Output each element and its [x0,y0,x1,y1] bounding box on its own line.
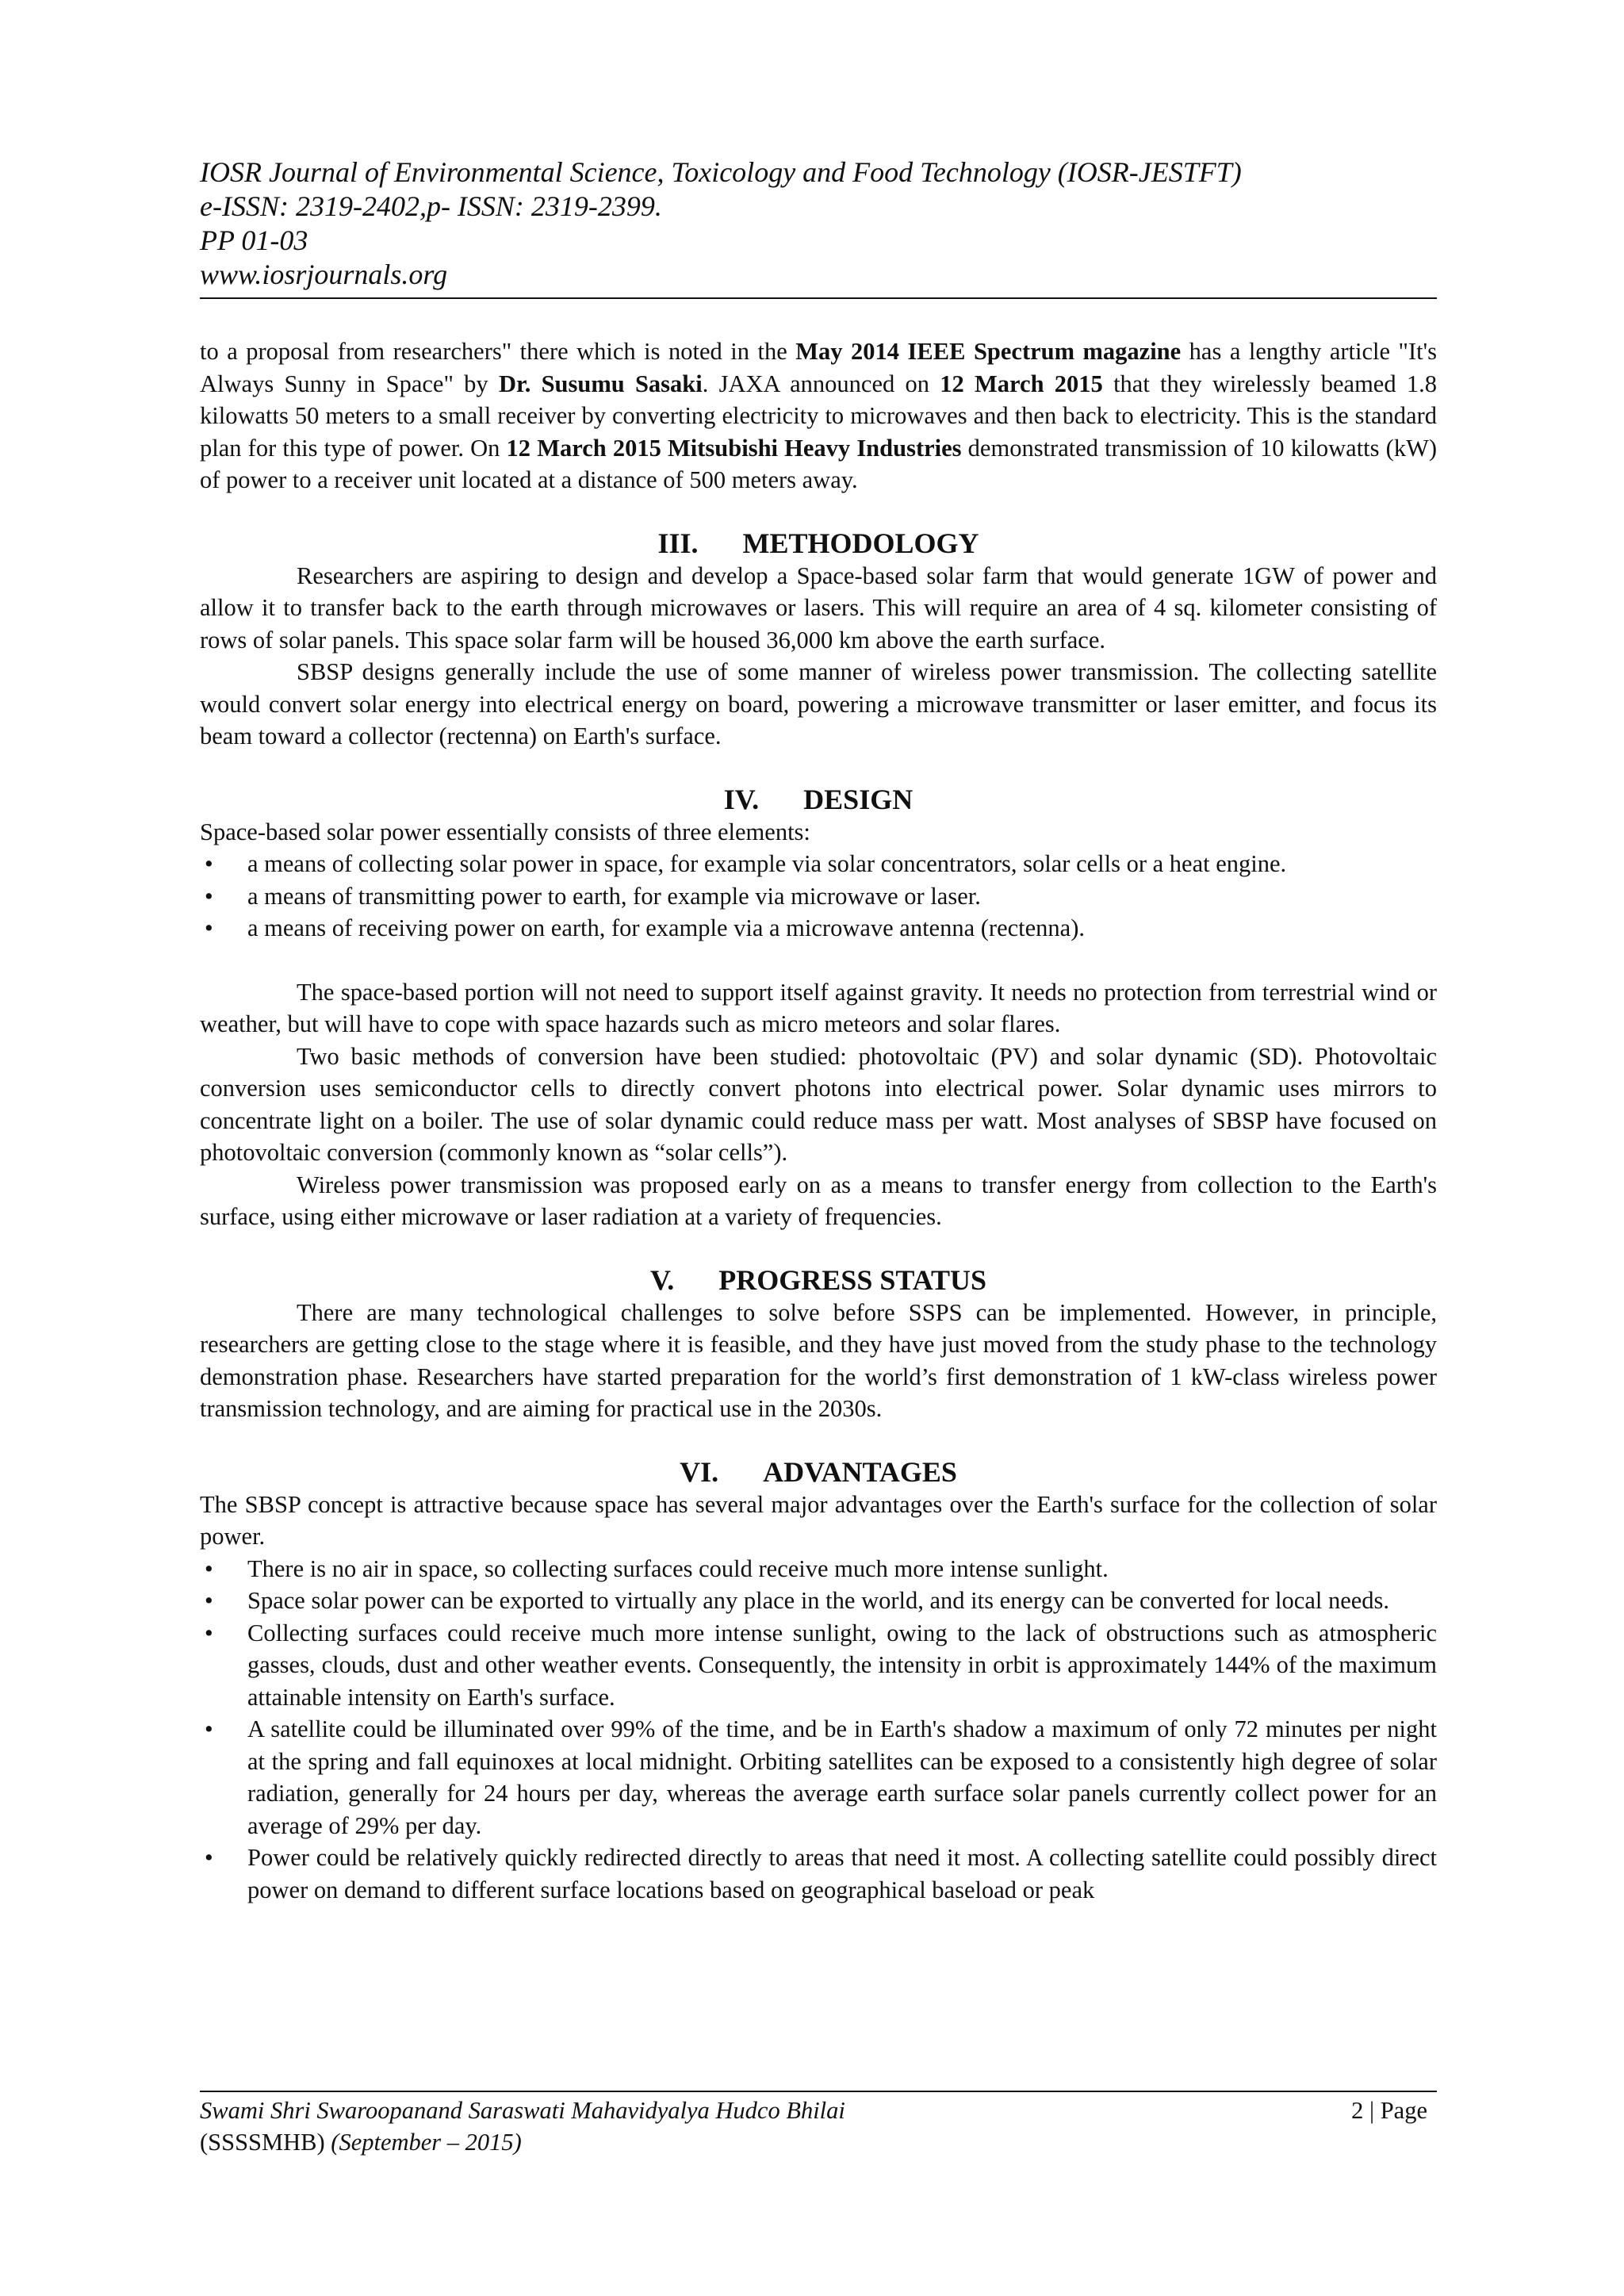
section-heading-progress [200,1264,1437,1297]
journal-website: www.iosrjournals.org [200,259,448,290]
journal-title: IOSR Journal of Environmental Science, Toxicology and Food Technology (IOSR-JESTFT) [200,156,1242,188]
methodology-paragraph-1: Researchers are aspiring to design and develop a Space-based solar farm that would generate 1GW of power and allow it to transfer back to the earth through microwaves or lasers. This will require an area of 4 sq. kilometer consisting of rows of solar panels. This space solar farm will be housed 36,000 km above the earth surface. [200,562,1437,654]
intro-text-3: . JAXA announced on [702,370,940,397]
design-intro: Space-based solar power essentially consists of three elements: [200,818,810,845]
methodology-paragraph-2: SBSP designs generally include the use of some manner of wireless power transmission. The collecting satellite would convert solar energy into electrical energy on board, powering a microwave transmitter or laser emitter, and focus its beam toward a collector (rectenna) on Earth's surface. [200,658,1437,749]
list-item: • a means of collecting solar power in space, for example via solar concentrators, solar cells or a heat engine. [200,848,1437,880]
footer-date: (September – 2015) [331,2129,522,2156]
list-item: • a means of receiving power on earth, for example via a microwave antenna (rectenna). [200,912,1437,945]
journal-pages: PP 01-03 [200,224,308,256]
section-number: V. [649,1263,675,1296]
list-item: • a means of transmitting power to earth, for example via microwave or laser. [200,880,1437,913]
page-footer [200,2095,1437,2158]
footer-institution: Swami Shri Swaroopanand Saraswati Mahavidyalya Hudco Bhilai [200,2097,845,2124]
journal-issn: e-ISSN: 2319-2402,p- ISSN: 2319-2399. [200,190,662,222]
design-paragraph-3: Wireless power transmission was proposed early on as a means to transfer energy from collection to the Earth's surface, using either microwave or laser radiation at a variety of frequencies. [200,1171,1437,1230]
list-item: • A satellite could be illuminated over 99% of the time, and be in Earth's shadow a maximum of only 72 minutes per night at the spring and fall equinoxes at local midnight. Orbiting satellites can be exposed to a consistently high degree of solar radiation, generally for 24 hours per day, whereas the average earth surface solar panels currently collect power for an average of 29% per day. [200,1713,1437,1842]
intro-bold-2: Dr. Susumu Sasaki [498,370,703,397]
intro-bold-3: 12 March 2015 [940,370,1103,397]
intro-bold-1: May 2014 IEEE Spectrum magazine [795,338,1182,365]
list-item: • Space solar power can be exported to virtually any place in the world, and its energy can be converted for local needs. [200,1585,1437,1617]
list-item: • Collecting surfaces could receive much more intense sunlight, owing to the lack of obstructions such as atmospheric gasses, clouds, dust and other weather events. Consequently, the intensity in orbit is approximately 144% of the maximum attainable intensity on Earth's surface. [200,1617,1437,1714]
footer-date-line [200,2126,1437,2158]
section-number: IV. [723,783,760,815]
progress-paragraph: There are many technological challenges to solve before SSPS can be implemented. However, in principle, researchers are getting close to the stage where it is feasible, and they have just moved from the study phase to the technology demonstration phase. Researchers have started preparation for the world’s first demonstration of 1 kW-class wireless power transmission technology, and are aiming for practical use in the 2030s. [200,1298,1437,1422]
intro-bold-4: 12 March 2015 Mitsubishi Heavy Industries [506,434,962,462]
intro-text-1: to a proposal from researchers" there which is noted in the [200,338,796,365]
paragraph-spacer [200,945,1437,976]
design-paragraph-2: Two basic methods of conversion have been studied: photovoltaic (PV) and solar dynamic (SD). Photovoltaic conversion uses semiconductor cells to directly convert photons into electrical power. Solar dynamic uses mirrors to concentrate light on a boiler. The use of solar dynamic could reduce mass per watt. Most analyses of SBSP have focused on photovoltaic conversion (commonly known as “solar cells”). [200,1042,1437,1166]
section-heading-advantages [200,1456,1437,1489]
intro-text-4: that they wirelessly beamed 1.8 kilowatts 50 meters to a small receiver by converting electricity to microwaves and then back to electricity. This is the standard plan for this type of power. On [200,370,1437,462]
journal-header [200,155,1437,292]
footer-divider [200,2091,1437,2092]
section-title: PROGRESS STATUS [718,1263,987,1296]
section-title: DESIGN [803,783,914,815]
advantages-bullet-list [200,1553,1437,1907]
design-paragraph-1: The space-based portion will not need to support itself against gravity. It needs no protection from terrestrial wind or weather, but will have to cope with space hazards such as micro meteors and solar flares. [200,978,1437,1037]
intro-text-2: has a lengthy article "It's Always Sunny in Space" by [200,338,1437,397]
intro-text-5: demonstrated transmission of 10 kilowatts (kW) of power to a receiver unit located at a distance of 500 meters away. [200,434,1438,493]
header-divider [200,297,1437,299]
article-body [200,335,1437,1906]
section-heading-design [200,784,1437,816]
design-bullet-list [200,848,1437,945]
advantages-intro: The SBSP concept is attractive because space has several major advantages over the Earth's surface for the collection of solar power. [200,1490,1437,1550]
section-heading-methodology [200,527,1437,560]
page-number: 2 | Page [1351,2097,1427,2124]
section-number: III. [657,527,699,559]
section-title: ADVANTAGES [763,1455,957,1488]
intro-paragraph [200,335,1437,496]
section-number: VI. [680,1455,719,1488]
list-item: • There is no air in space, so collecting surfaces could receive much more intense sunlight. [200,1553,1437,1585]
section-title: METHODOLOGY [742,527,979,559]
footer-abbreviation: (SSSSMHB) [200,2129,331,2156]
list-item: • Power could be relatively quickly redirected directly to areas that need it most. A collecting satellite could possibly direct power on demand to different surface locations based on geographical baseload or peak [200,1842,1437,1906]
